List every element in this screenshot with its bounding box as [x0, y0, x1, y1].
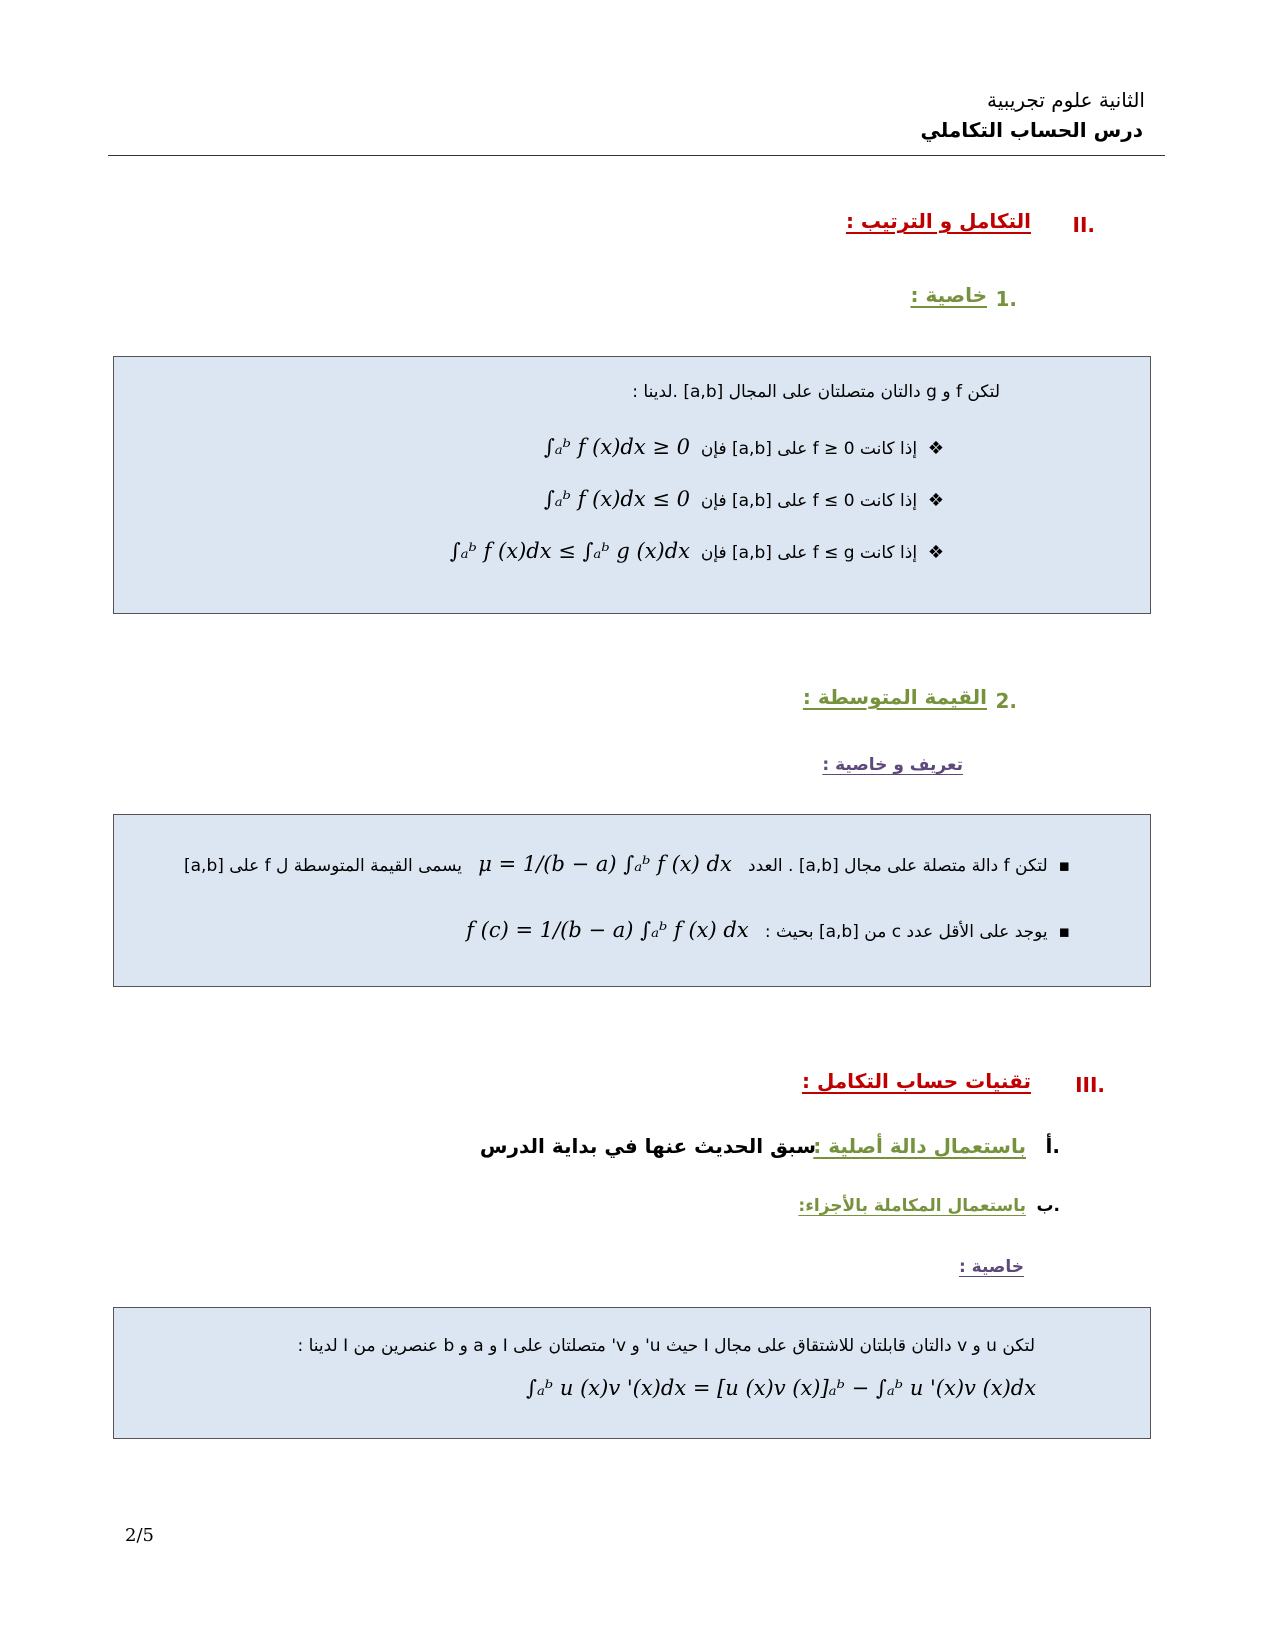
- box3-text: لتكن u و v دالتان قابلتان للاشتقاق على مجال I حيث u' و v' متصلتان على I و a و b عنصرين من I لدينا :: [297, 1336, 1035, 1356]
- sub2-number: 2.: [995, 689, 1017, 713]
- box1-item2-formula: ∫ₐᵇ f (x)dx ≤ 0: [543, 487, 690, 511]
- subA-title: باستعمال دالة أصلية :: [813, 1134, 1026, 1158]
- diamond-bullet-icon: ❖: [927, 542, 944, 563]
- header-level: الثانية علوم تجريبية: [987, 88, 1145, 112]
- box1-item1: [544, 435, 944, 459]
- integration-by-parts-box: [113, 1307, 1151, 1439]
- page-number: 2/5: [125, 1525, 154, 1546]
- subA-note: سبق الحديث عنها في بداية الدرس: [479, 1134, 816, 1158]
- section2-title: التكامل و الترتيب :: [845, 209, 1031, 233]
- box1-item2: [544, 487, 944, 511]
- diamond-bullet-icon: ❖: [927, 490, 944, 511]
- subA-number: أ.: [1045, 1134, 1060, 1158]
- box1-item3: [450, 539, 944, 563]
- subB-label: خاصية :: [958, 1257, 1024, 1277]
- sub2-label: تعريف و خاصية :: [822, 755, 963, 775]
- diamond-bullet-icon: ❖: [927, 438, 944, 459]
- header-lesson: درس الحساب التكاملي: [920, 118, 1143, 142]
- box1-item3-formula: ∫ₐᵇ f (x)dx ≤ ∫ₐᵇ g (x)dx: [449, 539, 691, 563]
- subB-title: باستعمال المكاملة بالأجزاء:: [798, 1196, 1026, 1216]
- box2-line2: [466, 918, 1070, 942]
- box1-item3-cond: إذا كانت f ≤ g على [a,b] فإن: [700, 543, 918, 563]
- box2-line1: [184, 852, 1070, 876]
- sub1-title: خاصية :: [910, 283, 987, 307]
- mean-value-box: [113, 814, 1151, 987]
- box2-line2-a: يوجد على الأقل عدد c من [a,b] بحيث :: [764, 922, 1048, 942]
- sub1-number: 1.: [995, 287, 1017, 311]
- box1-intro: لتكن f و g دالتان متصلتان على المجال [a,b] .لدينا :: [632, 382, 1000, 402]
- section2-number: II.: [1072, 213, 1095, 237]
- section3-title: تقنيات حساب التكامل :: [801, 1069, 1031, 1093]
- box1-item1-formula: ∫ₐᵇ f (x)dx ≥ 0: [543, 435, 690, 459]
- square-bullet-icon: ▪: [1058, 856, 1070, 876]
- box1-item2-cond: إذا كانت f ≤ 0 على [a,b] فإن: [700, 491, 918, 511]
- header-divider: [108, 155, 1165, 156]
- box3-formula-line: [526, 1376, 1036, 1400]
- property-box-order: [113, 356, 1151, 614]
- subB-number: ب.: [1036, 1196, 1060, 1216]
- box3-formula: ∫ₐᵇ u (x)v '(x)dx = [u (x)v (x)]ₐᵇ − ∫ₐᵇ u '(x)v (x)dx: [526, 1376, 1037, 1400]
- box2-line1-a: لتكن f دالة متصلة على مجال [a,b] . العدد: [748, 856, 1048, 876]
- box2-line2-formula: f (c) = 1/(b − a) ∫ₐᵇ f (x) dx: [466, 918, 749, 942]
- sub2-title: القيمة المتوسطة :: [802, 685, 987, 709]
- square-bullet-icon: ▪: [1058, 922, 1070, 942]
- box2-line1-b: يسمى القيمة المتوسطة ل f على [a,b]: [183, 856, 463, 876]
- section3-number: III.: [1075, 1073, 1105, 1097]
- box1-item1-cond: إذا كانت f ≥ 0 على [a,b] فإن: [700, 439, 918, 459]
- box2-line1-formula: μ = 1/(b − a) ∫ₐᵇ f (x) dx: [478, 852, 732, 876]
